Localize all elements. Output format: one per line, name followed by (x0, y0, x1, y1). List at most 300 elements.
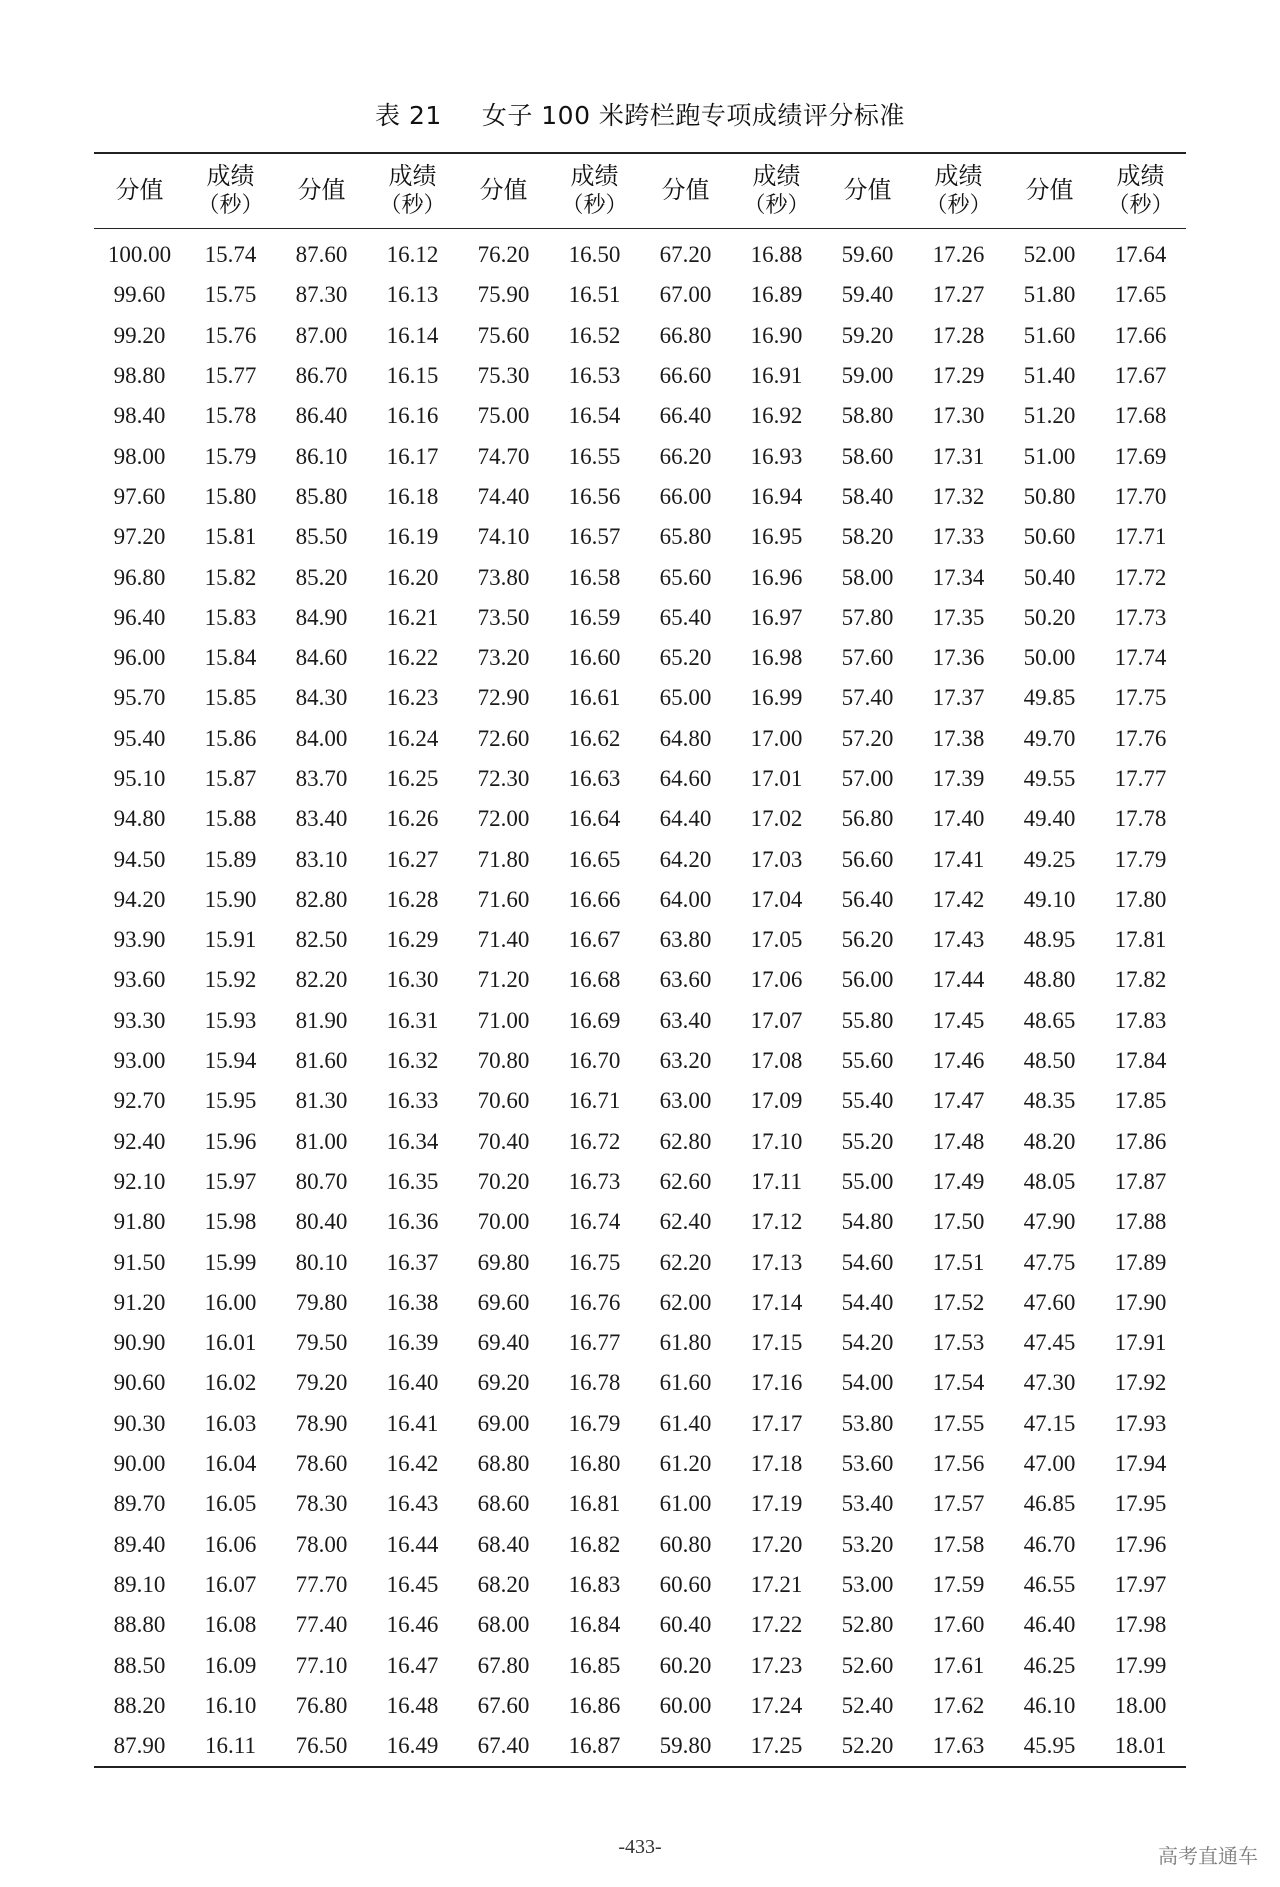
score-cell: 84.00 (295, 725, 348, 751)
table-row (94, 719, 1186, 759)
score-cell: 65.80 (659, 524, 712, 550)
score-cell: 85.20 (295, 564, 348, 590)
score-cell: 79.50 (295, 1330, 348, 1356)
time-cell: 16.80 (568, 1451, 621, 1477)
score-cell: 93.60 (113, 967, 166, 993)
time-cell: 15.83 (204, 604, 257, 630)
score-cell: 74.10 (477, 524, 530, 550)
table-row (94, 920, 1186, 960)
header-result-unit: （秒） (925, 193, 992, 219)
time-cell: 17.09 (750, 1088, 803, 1114)
header-result (185, 153, 276, 229)
header-score: 分值 (297, 176, 346, 205)
time-cell: 17.99 (1114, 1652, 1167, 1678)
time-cell: 15.94 (204, 1048, 257, 1074)
score-cell: 88.50 (113, 1652, 166, 1678)
time-cell: 16.95 (750, 524, 803, 550)
time-cell: 16.98 (750, 645, 803, 671)
score-cell: 78.00 (295, 1531, 348, 1557)
score-cell: 62.60 (659, 1168, 712, 1194)
time-cell: 17.16 (750, 1370, 803, 1396)
score-cell: 98.80 (113, 363, 166, 389)
score-cell: 67.60 (477, 1692, 530, 1718)
score-cell: 96.40 (113, 604, 166, 630)
score-cell: 94.50 (113, 846, 166, 872)
score-cell: 61.80 (659, 1330, 712, 1356)
time-cell: 16.12 (386, 242, 439, 268)
score-cell: 51.40 (1023, 363, 1076, 389)
score-cell: 66.80 (659, 322, 712, 348)
watermark: 高考直通车 (1158, 1844, 1258, 1868)
table-row (94, 356, 1186, 396)
time-cell: 17.72 (1114, 564, 1167, 590)
score-cell: 48.35 (1023, 1088, 1076, 1114)
table-row (94, 960, 1186, 1000)
score-cell: 46.55 (1023, 1571, 1076, 1597)
score-cell: 72.60 (477, 725, 530, 751)
time-cell: 16.88 (750, 242, 803, 268)
time-cell: 17.65 (1114, 282, 1167, 308)
score-cell: 51.80 (1023, 282, 1076, 308)
score-cell: 68.00 (477, 1612, 530, 1638)
score-cell: 74.40 (477, 483, 530, 509)
time-cell: 16.64 (568, 806, 621, 832)
score-cell: 68.20 (477, 1571, 530, 1597)
score-cell: 62.00 (659, 1289, 712, 1315)
table-row (94, 436, 1186, 476)
time-cell: 17.55 (932, 1410, 985, 1436)
score-cell: 71.60 (477, 886, 530, 912)
time-cell: 17.33 (932, 524, 985, 550)
score-cell: 100.00 (107, 242, 172, 268)
score-cell: 75.90 (477, 282, 530, 308)
time-cell: 15.91 (204, 927, 257, 953)
header-result (731, 153, 822, 229)
score-cell: 47.45 (1023, 1330, 1076, 1356)
time-cell: 17.36 (932, 645, 985, 671)
time-cell: 16.25 (386, 766, 439, 791)
header-result-label: 成绩 (388, 162, 437, 191)
score-cell: 76.80 (295, 1692, 348, 1718)
score-cell: 84.30 (295, 685, 348, 711)
time-cell: 16.47 (386, 1652, 439, 1678)
time-cell: 16.39 (386, 1330, 439, 1356)
score-cell: 66.60 (659, 363, 712, 389)
score-cell: 87.30 (295, 282, 348, 308)
header-score: 分值 (115, 176, 164, 205)
time-cell: 17.97 (1114, 1571, 1167, 1597)
score-cell: 94.20 (113, 886, 166, 912)
score-cell: 89.10 (113, 1571, 166, 1597)
time-cell: 17.42 (932, 886, 985, 912)
score-cell: 87.90 (113, 1733, 166, 1759)
score-cell: 55.20 (841, 1128, 894, 1154)
score-cell: 46.25 (1023, 1652, 1076, 1678)
score-cell: 78.90 (295, 1410, 348, 1436)
score-cell: 71.20 (477, 967, 530, 993)
time-cell: 17.64 (1114, 242, 1167, 268)
score-cell: 47.60 (1023, 1289, 1076, 1315)
header-result-unit: （秒） (379, 193, 446, 219)
table-row (94, 1162, 1186, 1202)
score-cell: 63.60 (659, 967, 712, 993)
score-cell: 79.80 (295, 1289, 348, 1315)
score-cell: 54.40 (841, 1289, 894, 1315)
score-cell: 71.00 (477, 1007, 530, 1033)
time-cell: 16.35 (386, 1168, 439, 1194)
time-cell: 16.71 (568, 1088, 621, 1114)
score-cell: 86.70 (295, 363, 348, 389)
time-cell: 17.83 (1114, 1007, 1167, 1033)
time-cell: 16.45 (386, 1571, 439, 1597)
time-cell: 15.82 (204, 564, 257, 590)
score-cell: 58.20 (841, 524, 894, 550)
time-cell: 15.77 (204, 363, 257, 389)
score-cell: 66.20 (659, 443, 712, 469)
score-cell: 79.20 (295, 1370, 348, 1396)
table-row (94, 275, 1186, 315)
time-cell: 15.99 (204, 1249, 257, 1275)
time-cell: 16.04 (204, 1451, 257, 1477)
score-cell: 51.00 (1023, 443, 1076, 469)
time-cell: 17.18 (750, 1451, 803, 1477)
time-cell: 17.94 (1114, 1451, 1167, 1477)
score-cell: 63.00 (659, 1088, 712, 1114)
time-cell: 17.66 (1114, 322, 1167, 348)
score-cell: 56.20 (841, 927, 894, 953)
time-cell: 16.20 (386, 564, 439, 590)
time-cell: 17.30 (932, 403, 985, 429)
score-cell: 61.60 (659, 1370, 712, 1396)
score-cell: 73.20 (477, 645, 530, 671)
time-cell: 16.17 (386, 443, 439, 469)
time-cell: 15.93 (204, 1007, 257, 1033)
score-cell: 60.60 (659, 1571, 712, 1597)
time-cell: 15.95 (204, 1088, 257, 1114)
time-cell: 16.55 (568, 443, 621, 469)
time-cell: 17.69 (1114, 443, 1167, 469)
score-cell: 46.40 (1023, 1612, 1076, 1638)
time-cell: 15.86 (204, 725, 257, 751)
score-cell: 50.00 (1023, 645, 1076, 671)
score-cell: 64.20 (659, 846, 712, 872)
score-cell: 48.80 (1023, 967, 1076, 993)
score-cell: 55.80 (841, 1007, 894, 1033)
time-cell: 16.70 (568, 1048, 621, 1074)
time-cell: 15.89 (204, 846, 257, 872)
score-cell: 61.20 (659, 1451, 712, 1477)
score-cell: 80.70 (295, 1168, 348, 1194)
header-score: 分值 (1025, 176, 1074, 205)
score-cell: 58.00 (841, 564, 894, 590)
time-cell: 16.53 (568, 363, 621, 389)
time-cell: 16.48 (386, 1692, 439, 1718)
time-cell: 17.88 (1114, 1209, 1167, 1235)
table-row (94, 759, 1186, 799)
time-cell: 17.25 (750, 1733, 803, 1759)
time-cell: 16.23 (386, 685, 439, 711)
time-cell: 17.73 (1114, 604, 1167, 630)
time-cell: 17.43 (932, 927, 985, 953)
table-row (94, 1122, 1186, 1162)
header-result (367, 153, 458, 229)
table-row (94, 557, 1186, 597)
time-cell: 16.33 (386, 1088, 439, 1114)
score-cell: 81.00 (295, 1128, 348, 1154)
score-cell: 98.00 (113, 443, 166, 469)
table-row (94, 799, 1186, 839)
score-cell: 48.50 (1023, 1048, 1076, 1074)
score-cell: 53.40 (841, 1491, 894, 1517)
time-cell: 17.61 (932, 1652, 985, 1678)
time-cell: 15.81 (204, 524, 257, 550)
score-cell: 54.20 (841, 1330, 894, 1356)
score-cell: 95.10 (113, 766, 166, 791)
score-cell: 86.10 (295, 443, 348, 469)
table-row (94, 1565, 1186, 1605)
time-cell: 17.22 (750, 1612, 803, 1638)
time-cell: 16.40 (386, 1370, 439, 1396)
score-cell: 78.30 (295, 1491, 348, 1517)
score-cell: 67.40 (477, 1733, 530, 1759)
time-cell: 16.63 (568, 766, 621, 791)
score-cell: 55.00 (841, 1168, 894, 1194)
score-cell: 69.40 (477, 1330, 530, 1356)
score-cell: 60.40 (659, 1612, 712, 1638)
table-row (94, 1484, 1186, 1524)
score-cell: 64.40 (659, 806, 712, 832)
score-cell: 81.30 (295, 1088, 348, 1114)
table-row (94, 477, 1186, 517)
time-cell: 17.77 (1114, 766, 1167, 791)
time-cell: 18.01 (1114, 1733, 1167, 1759)
time-cell: 16.60 (568, 645, 621, 671)
time-cell: 16.86 (568, 1692, 621, 1718)
time-cell: 15.80 (204, 483, 257, 509)
time-cell: 16.37 (386, 1249, 439, 1275)
time-cell: 17.20 (750, 1531, 803, 1557)
time-cell: 16.93 (750, 443, 803, 469)
header-row (94, 153, 1186, 229)
score-cell: 60.20 (659, 1652, 712, 1678)
table-row (94, 1444, 1186, 1484)
table-row (94, 1081, 1186, 1121)
time-cell: 17.19 (750, 1491, 803, 1517)
time-cell: 17.23 (750, 1652, 803, 1678)
time-cell: 17.11 (751, 1168, 802, 1194)
time-cell: 17.46 (932, 1048, 985, 1074)
time-cell: 16.05 (204, 1491, 257, 1517)
time-cell: 16.03 (204, 1410, 257, 1436)
table-body (94, 229, 1186, 1768)
time-cell: 17.80 (1114, 886, 1167, 912)
time-cell: 17.90 (1114, 1289, 1167, 1315)
score-cell: 99.60 (113, 282, 166, 308)
time-cell: 15.87 (204, 766, 257, 791)
time-cell: 17.59 (932, 1571, 985, 1597)
time-cell: 17.31 (932, 443, 985, 469)
score-cell: 47.00 (1023, 1451, 1076, 1477)
score-cell: 49.10 (1023, 886, 1076, 912)
time-cell: 16.82 (568, 1531, 621, 1557)
time-cell: 17.50 (932, 1209, 985, 1235)
score-cell: 75.60 (477, 322, 530, 348)
time-cell: 16.14 (386, 322, 439, 348)
time-cell: 16.56 (568, 483, 621, 509)
score-cell: 70.60 (477, 1088, 530, 1114)
score-cell: 67.00 (659, 282, 712, 308)
time-cell: 16.72 (568, 1128, 621, 1154)
time-cell: 17.10 (750, 1128, 803, 1154)
score-cell: 59.20 (841, 322, 894, 348)
table-title (0, 96, 1280, 132)
time-cell: 16.75 (568, 1249, 621, 1275)
score-cell: 90.90 (113, 1330, 166, 1356)
score-cell: 61.00 (659, 1491, 712, 1517)
score-cell: 53.20 (841, 1531, 894, 1557)
time-cell: 17.12 (750, 1209, 803, 1235)
score-cell: 49.40 (1023, 806, 1076, 832)
score-cell: 90.30 (113, 1410, 166, 1436)
score-cell: 67.80 (477, 1652, 530, 1678)
score-cell: 81.60 (295, 1048, 348, 1074)
table-row (94, 880, 1186, 920)
time-cell: 17.44 (932, 967, 985, 993)
time-cell: 17.17 (750, 1410, 803, 1436)
score-cell: 53.00 (841, 1571, 894, 1597)
time-cell: 17.89 (1114, 1249, 1167, 1275)
score-cell: 49.25 (1023, 846, 1076, 872)
header-result-unit: （秒） (197, 193, 264, 219)
time-cell: 17.95 (1114, 1491, 1167, 1517)
time-cell: 16.43 (386, 1491, 439, 1517)
time-cell: 16.97 (750, 604, 803, 630)
score-cell: 49.70 (1023, 725, 1076, 751)
time-cell: 16.50 (568, 242, 621, 268)
header-result-unit: （秒） (743, 193, 810, 219)
time-cell: 16.31 (386, 1007, 439, 1033)
time-cell: 17.35 (932, 604, 985, 630)
score-cell: 70.20 (477, 1168, 530, 1194)
score-cell: 68.40 (477, 1531, 530, 1557)
time-cell: 17.98 (1114, 1612, 1167, 1638)
time-cell: 16.21 (386, 604, 439, 630)
score-cell: 54.00 (841, 1370, 894, 1396)
score-cell: 65.40 (659, 604, 712, 630)
header-result-label: 成绩 (934, 162, 983, 191)
score-cell: 63.40 (659, 1007, 712, 1033)
score-cell: 95.70 (113, 685, 166, 711)
table-row (94, 1242, 1186, 1282)
time-cell: 16.61 (568, 685, 621, 711)
time-cell: 17.74 (1114, 645, 1167, 671)
time-cell: 16.85 (568, 1652, 621, 1678)
score-cell: 84.60 (295, 645, 348, 671)
time-cell: 16.59 (568, 604, 621, 630)
time-cell: 17.14 (750, 1289, 803, 1315)
time-cell: 16.52 (568, 322, 621, 348)
table-row (94, 678, 1186, 718)
table-caption: 女子 100 米跨栏跑专项成绩评分标准 (481, 101, 905, 130)
time-cell: 15.78 (204, 403, 257, 429)
time-cell: 16.44 (386, 1531, 439, 1557)
score-cell: 54.80 (841, 1209, 894, 1235)
time-cell: 17.37 (932, 685, 985, 711)
time-cell: 16.32 (386, 1048, 439, 1074)
time-cell: 17.62 (932, 1692, 985, 1718)
time-cell: 17.47 (932, 1088, 985, 1114)
time-cell: 17.86 (1114, 1128, 1167, 1154)
score-cell: 48.05 (1023, 1168, 1076, 1194)
time-cell: 16.00 (204, 1289, 257, 1315)
score-cell: 52.00 (1023, 242, 1076, 268)
time-cell: 17.60 (932, 1612, 985, 1638)
score-cell: 68.60 (477, 1491, 530, 1517)
header-result-label: 成绩 (206, 162, 255, 191)
score-cell: 73.50 (477, 604, 530, 630)
time-cell: 17.58 (932, 1531, 985, 1557)
score-cell: 88.80 (113, 1612, 166, 1638)
time-cell: 17.39 (932, 766, 985, 791)
time-cell: 17.32 (932, 483, 985, 509)
header-result-unit: （秒） (561, 193, 628, 219)
time-cell: 17.27 (932, 282, 985, 308)
score-cell: 57.00 (841, 766, 894, 791)
score-cell: 77.10 (295, 1652, 348, 1678)
score-cell: 49.55 (1023, 766, 1076, 791)
time-cell: 17.00 (750, 725, 803, 751)
time-cell: 16.99 (750, 685, 803, 711)
time-cell: 17.38 (932, 725, 985, 751)
time-cell: 16.87 (568, 1733, 621, 1759)
time-cell: 16.89 (750, 282, 803, 308)
score-cell: 76.50 (295, 1733, 348, 1759)
score-cell: 50.80 (1023, 483, 1076, 509)
time-cell: 16.02 (204, 1370, 257, 1396)
score-cell: 62.40 (659, 1209, 712, 1235)
table-row (94, 1283, 1186, 1323)
score-cell: 98.40 (113, 403, 166, 429)
table-number: 表 21 (375, 101, 442, 130)
score-cell: 86.40 (295, 403, 348, 429)
score-cell: 93.00 (113, 1048, 166, 1074)
score-cell: 93.90 (113, 927, 166, 953)
score-cell: 74.70 (477, 443, 530, 469)
score-cell: 92.70 (113, 1088, 166, 1114)
time-cell: 17.26 (932, 242, 985, 268)
time-cell: 15.85 (204, 685, 257, 711)
time-cell: 17.63 (932, 1733, 985, 1759)
score-cell: 58.60 (841, 443, 894, 469)
score-cell: 90.60 (113, 1370, 166, 1396)
score-cell: 94.80 (113, 806, 166, 832)
time-cell: 16.76 (568, 1289, 621, 1315)
time-cell: 17.04 (750, 886, 803, 912)
score-cell: 50.20 (1023, 604, 1076, 630)
time-cell: 16.10 (204, 1692, 257, 1718)
header-result-label: 成绩 (1116, 162, 1165, 191)
time-cell: 16.42 (386, 1451, 439, 1477)
score-cell: 82.80 (295, 886, 348, 912)
time-cell: 16.18 (386, 483, 439, 509)
score-cell: 91.50 (113, 1249, 166, 1275)
score-cell: 97.20 (113, 524, 166, 550)
table-row (94, 316, 1186, 356)
time-cell: 16.68 (568, 967, 621, 993)
score-cell: 52.80 (841, 1612, 894, 1638)
time-cell: 16.08 (204, 1612, 257, 1638)
table-row (94, 1363, 1186, 1403)
